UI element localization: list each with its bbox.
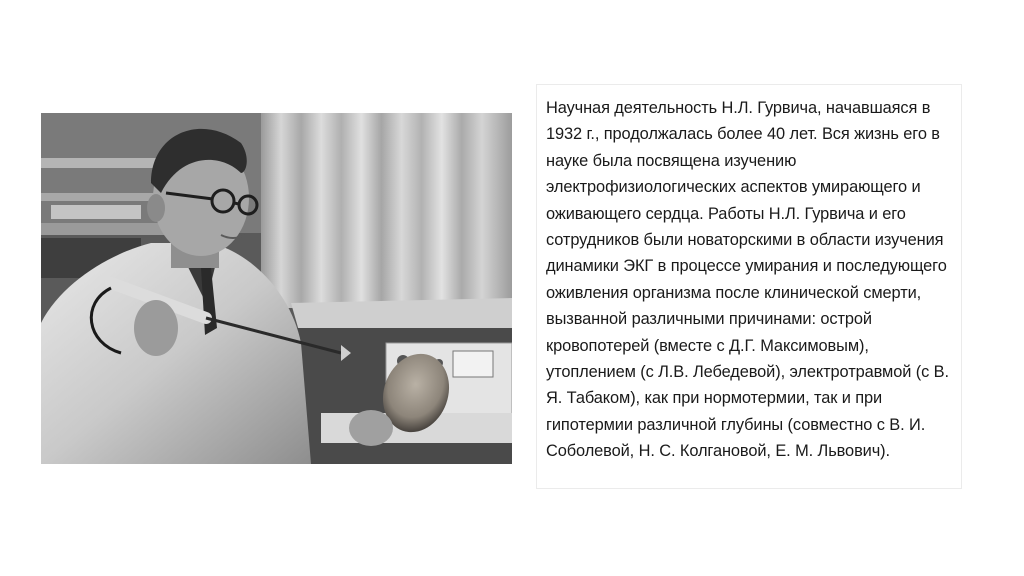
description-text-box [536, 84, 962, 489]
description-paragraph: Научная деятельность Н.Л. Гурвича, начавшаяся в 1932 г., продолжалась более 40 лет. Вся жизнь его в науке была посвящена изучению электрофизиологических аспектов умирающего и оживающего сердца. Работы Н.Л. Гурвича и его сотрудников были новаторскими в области изучения динамики ЭКГ в процессе умирания и последующего оживления организма после клинической смерти, вызванной различными причинами: острой кровопотерей (вместе с Д.Г. Максимовым), утоплением (с Л.В. Лебедевой), электротравмой (с В. Я. Табаком), как при нормотермии, так и при гипотермии различной глубины (совместно с В. И. Соболевой, Н. С. Колгановой, Е. М. Львович). [546, 99, 949, 461]
scientist-photo [41, 113, 512, 464]
photo-illustration [41, 113, 512, 464]
